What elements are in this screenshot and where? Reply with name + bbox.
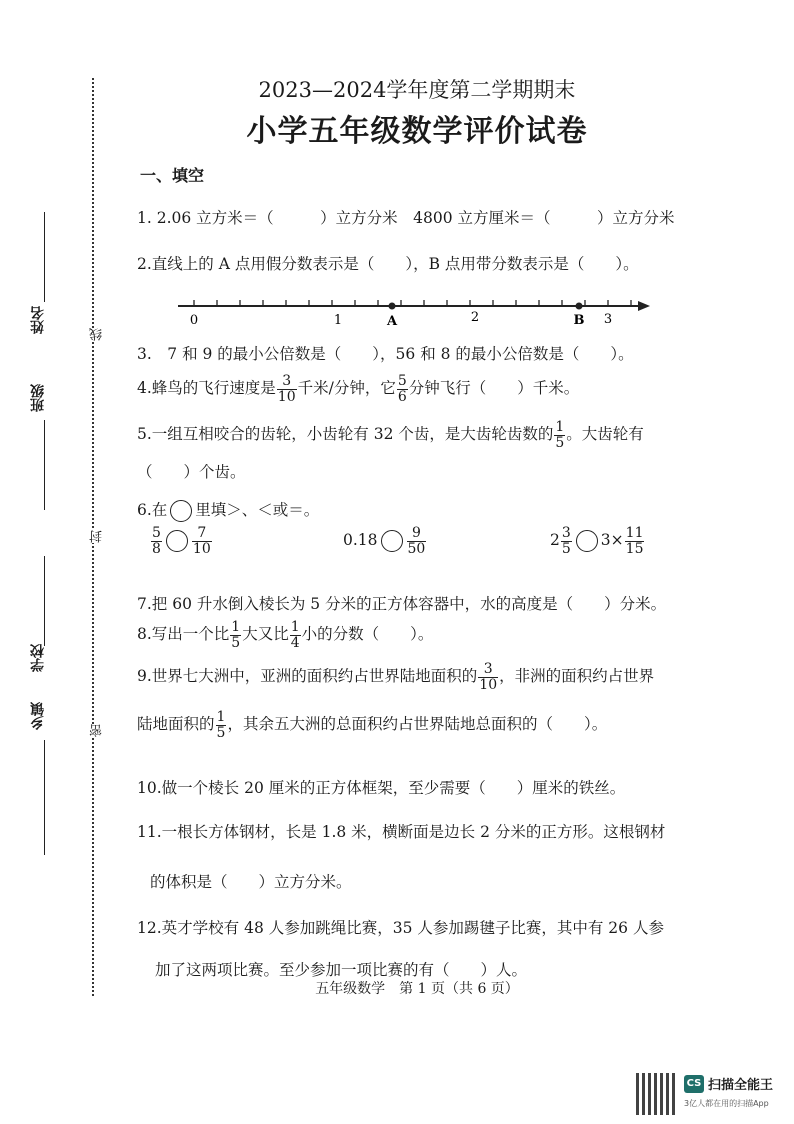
question-11: 11.一根长方体钢材，长是 1.8 米，横断面是边长 2 分米的正方形。这根钢材 xyxy=(137,823,666,841)
q6a-fraction-right xyxy=(192,526,212,556)
q8-f1-num: 1 xyxy=(231,619,241,635)
q6a-fraction-left xyxy=(151,526,162,556)
name-line xyxy=(44,212,45,302)
q6c-right-value: 3× xyxy=(600,531,624,550)
tick-label-1: 1 xyxy=(333,313,343,328)
question-6 xyxy=(137,498,319,522)
q6b-left-value: 0.18 xyxy=(343,531,378,550)
q9-f1-num: 3 xyxy=(478,662,498,678)
q6a-num-right: 7 xyxy=(192,526,212,542)
q9-fraction-2 xyxy=(216,710,227,740)
question-2: 2.直线上的 A 点用假分数表示是（ ），B 点用带分数表示是（ ）。 xyxy=(137,255,639,273)
exam-subtitle: 2023—2024学年度第二学期期末 xyxy=(258,78,576,102)
tick-label-0: 0 xyxy=(189,313,199,328)
point-a-label: A xyxy=(386,314,398,329)
q8-fraction-2 xyxy=(290,620,301,650)
camscanner-tagline: 3亿人都在用的扫描App xyxy=(684,1099,769,1108)
question-5 xyxy=(137,420,644,450)
q9-line2-pre: 陆地面积的 xyxy=(137,715,215,734)
tick-label-3: 3 xyxy=(603,312,613,327)
q6-text-pre: 6.在 xyxy=(137,501,168,519)
q4-text-mid: 千米/分钟，它 xyxy=(297,379,396,398)
question-6-item-a xyxy=(150,526,213,556)
q6a-num-left: 5 xyxy=(152,525,161,541)
q5-text-post: 。大齿轮有 xyxy=(566,425,644,444)
question-7: 7.把 60 升水倒入棱长为 5 分米的正方体容器中，水的高度是（ ）分米。 xyxy=(137,595,667,613)
bind-mark-seal: 封 xyxy=(90,530,105,543)
q5-f-num: 1 xyxy=(555,419,565,435)
q4-text-pre: 4.蜂鸟的飞行速度是 xyxy=(137,379,276,398)
q8-f1-den: 5 xyxy=(231,634,241,651)
q9-text-pre: 9.世界七大洲中，亚洲的面积约占世界陆地面积的 xyxy=(137,667,478,686)
camscanner-name: 扫描全能王 xyxy=(708,1078,774,1093)
q4-f1-den: 10 xyxy=(277,388,296,405)
bind-mark-line: 线 xyxy=(90,328,105,341)
q8-text-mid: 大又比 xyxy=(242,625,289,644)
q9-f2-num: 1 xyxy=(216,709,226,725)
name-label: 姓名 xyxy=(30,306,46,334)
class-label: 班级 xyxy=(30,384,46,412)
question-5-line-2: （ ）个齿。 xyxy=(137,463,246,481)
question-10: 10.做一个棱长 20 厘米的正方体框架，至少需要（ ）厘米的铁丝。 xyxy=(137,779,626,797)
question-9 xyxy=(137,662,654,692)
point-a-dot xyxy=(389,303,396,310)
exam-title: 小学五年级数学评价试卷 xyxy=(246,114,588,149)
q6a-answer-circle[interactable] xyxy=(166,530,188,552)
q5-text-pre: 5.一组互相咬合的齿轮，小齿轮有 32 个齿，是大齿轮齿数的 xyxy=(137,425,554,444)
q8-text-post: 小的分数（ ）。 xyxy=(301,625,434,644)
bind-mark-secret: 密 xyxy=(90,724,105,737)
point-b-label: B xyxy=(573,313,585,328)
question-6-item-b xyxy=(343,526,427,556)
q9-text-post: ，非洲的面积约占世界 xyxy=(499,667,655,686)
q6c-whole: 2 xyxy=(550,531,560,550)
section-heading: 一、填空 xyxy=(140,166,205,185)
q6c-fraction-left xyxy=(561,526,572,556)
q4-fraction-2 xyxy=(397,374,408,404)
q5-f-den: 5 xyxy=(555,434,565,451)
q5-fraction xyxy=(554,420,565,450)
qr-code-icon xyxy=(636,1073,678,1115)
q4-fraction-1 xyxy=(277,374,297,404)
question-1: 1. 2.06 立方米＝（ ）立方分米 4800 立方厘米＝（ ）立方分米 xyxy=(137,209,675,227)
q8-fraction-1 xyxy=(230,620,241,650)
q8-text-pre: 8.写出一个比 xyxy=(137,625,230,644)
q6c-den-right: 15 xyxy=(625,540,644,557)
question-11-line-2: 的体积是（ ）立方分米。 xyxy=(150,873,352,891)
tick-label-2: 2 xyxy=(470,310,480,325)
q4-f2-den: 6 xyxy=(397,388,407,405)
q8-f2-den: 4 xyxy=(290,634,300,651)
question-8 xyxy=(137,620,433,650)
q6c-answer-circle[interactable] xyxy=(576,530,598,552)
q4-text-post: 分钟飞行（ ）千米。 xyxy=(408,379,580,398)
q6c-num-right: 11 xyxy=(625,525,644,541)
q8-f2-num: 1 xyxy=(290,619,300,635)
class-line-2 xyxy=(44,556,45,646)
q6c-fraction-right xyxy=(625,526,645,556)
question-6-item-c xyxy=(550,526,645,556)
school-label: 学校 xyxy=(30,644,46,672)
q9-fraction-1 xyxy=(478,662,498,692)
town-label: 乡镇 xyxy=(30,702,46,730)
q6b-den: 50 xyxy=(407,540,426,557)
q9-line2-post: ，其余五大洲的总面积约占世界陆地总面积的（ ）。 xyxy=(227,715,608,734)
question-12: 12.英才学校有 48 人参加跳绳比赛，35 人参加踢毽子比赛，其中有 26 人参 xyxy=(137,919,664,937)
number-line xyxy=(170,290,660,332)
camscanner-logo: CS xyxy=(684,1075,704,1093)
town-line xyxy=(44,740,45,855)
q6a-den-left: 8 xyxy=(152,540,161,557)
question-4 xyxy=(137,374,579,404)
compare-circle-icon xyxy=(170,500,192,522)
question-9-line-2 xyxy=(137,710,607,740)
q6a-den-right: 10 xyxy=(192,540,211,557)
question-3: 3. 7 和 9 的最小公倍数是（ ），56 和 8 的最小公倍数是（ ）。 xyxy=(137,345,634,363)
point-b-dot xyxy=(576,303,583,310)
q6b-answer-circle[interactable] xyxy=(381,530,403,552)
question-12-line-2: 加了这两项比赛。至少参加一项比赛的有（ ）人。 xyxy=(155,961,528,979)
q6b-fraction xyxy=(407,526,427,556)
q4-f2-num: 5 xyxy=(397,373,407,389)
class-line xyxy=(44,420,45,510)
q4-f1-num: 3 xyxy=(277,374,297,390)
q6-text-post: 里填＞、＜或＝。 xyxy=(195,501,320,519)
q9-f2-den: 5 xyxy=(216,724,226,741)
q6c-den-left: 5 xyxy=(561,540,571,557)
q6c-num-left: 3 xyxy=(561,525,571,541)
q9-f1-den: 10 xyxy=(479,676,498,693)
page-footer: 五年级数学 第 1 页（共 6 页） xyxy=(315,981,519,997)
q6b-num: 9 xyxy=(407,526,427,542)
